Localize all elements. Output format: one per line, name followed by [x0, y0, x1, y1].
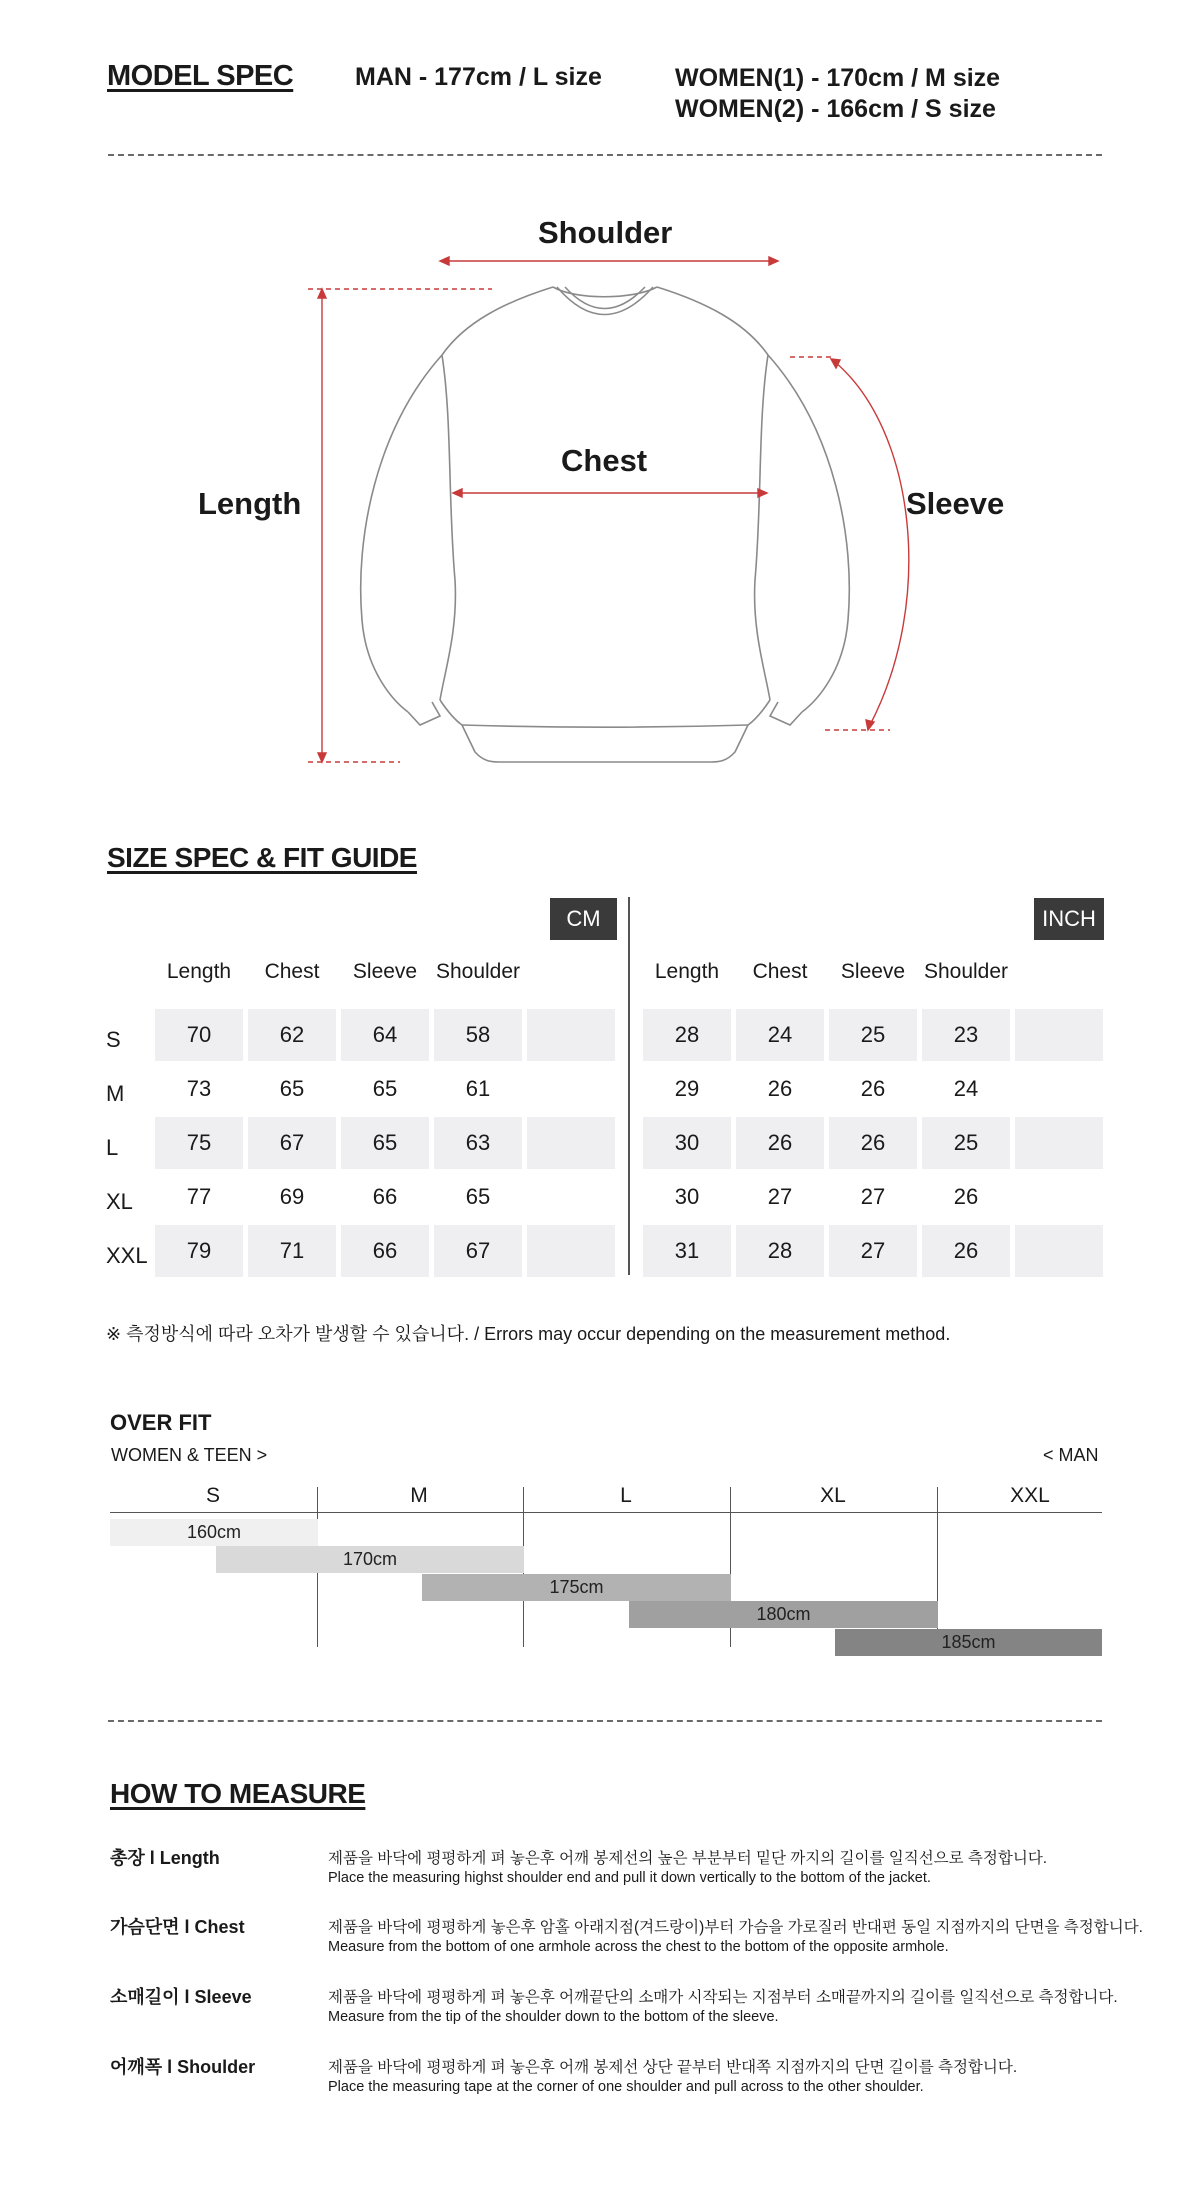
inch-cell: 26: [767, 1076, 793, 1101]
inch-cell: 26: [860, 1076, 886, 1101]
inch-cell: 26: [829, 1117, 917, 1169]
fit-bar-175: 175cm: [422, 1574, 731, 1601]
fit-bar-160: 160cm: [110, 1519, 318, 1546]
cm-cell: 65: [279, 1076, 305, 1101]
inch-cell-empty: [1015, 1009, 1103, 1061]
fit-size-xxl: XXL: [1010, 1484, 1050, 1507]
fit-guide-right-label: < MAN: [1043, 1445, 1099, 1465]
cm-cell: 65: [372, 1076, 398, 1101]
model-spec-title: MODEL SPEC: [107, 60, 294, 92]
cm-cell-empty: [527, 1009, 615, 1061]
cm-cell: 67: [434, 1225, 522, 1277]
cm-cell: 70: [155, 1009, 243, 1061]
diagram-label-chest: Chest: [561, 443, 648, 478]
inch-cell: 24: [736, 1009, 824, 1061]
fit-bar-180: 180cm: [629, 1601, 938, 1628]
cm-cell: 58: [434, 1009, 522, 1061]
size-row-label: M: [106, 1081, 125, 1106]
table-divider: [628, 897, 630, 1275]
cm-cell-empty: [527, 1117, 615, 1169]
cm-col-head-chest: Chest: [264, 960, 320, 983]
cm-cell: 64: [341, 1009, 429, 1061]
inch-cell: 31: [643, 1225, 731, 1277]
cm-cell: 62: [248, 1009, 336, 1061]
fit-size-m: M: [410, 1484, 428, 1507]
measure-desc-kr-shoulder: 제품을 바닥에 평평하게 펴 놓은후 어깨 봉제선 상단 끝부터 반대쪽 지점까지의 단면 길이를 측정합니다.: [328, 2059, 1018, 2076]
measurement-note: ※ 측정방식에 따라 오차가 발생할 수 있습니다. / Errors may occur depending on the measurement method.: [106, 1324, 951, 1344]
inch-cell: 27: [829, 1225, 917, 1277]
cm-cell: 73: [186, 1076, 212, 1101]
cm-badge: CM: [550, 898, 617, 940]
inch-cell-empty: [1015, 1117, 1103, 1169]
size-spec-title: SIZE SPEC & FIT GUIDE: [107, 842, 417, 873]
inch-cell: 26: [922, 1225, 1010, 1277]
inch-cell: 27: [767, 1184, 793, 1209]
size-row-label: S: [106, 1027, 121, 1052]
inch-cell: 30: [643, 1117, 731, 1169]
fit-size-s: S: [205, 1484, 220, 1507]
fit-guide-left-label: WOMEN & TEEN >: [111, 1445, 268, 1465]
fit-guide-title: OVER FIT: [110, 1410, 212, 1435]
inch-cell: 27: [860, 1184, 886, 1209]
section-divider-bottom: [108, 1720, 1102, 1722]
model-spec-man: MAN - 177cm / L size: [355, 63, 602, 91]
cm-col-head-shoulder: Shoulder: [435, 960, 521, 983]
inch-cell: 28: [643, 1009, 731, 1061]
measure-desc-en-sleeve: Measure from the tip of the shoulder down to the bottom of the sleeve.: [328, 2009, 779, 2025]
inch-cell: 26: [736, 1117, 824, 1169]
measure-desc-en-length: Place the measuring highst shoulder end and pull it down vertically to the bottom of the jacket.: [328, 1870, 931, 1886]
sweatshirt-outline: [361, 287, 850, 762]
cm-cell: 65: [465, 1184, 491, 1209]
cm-cell: 77: [186, 1184, 212, 1209]
cm-cell: 66: [341, 1225, 429, 1277]
inch-cell: 29: [674, 1076, 700, 1101]
cm-cell: 69: [279, 1184, 305, 1209]
model-spec-women2: WOMEN(2) - 166cm / S size: [675, 95, 996, 123]
measurement-lines: [308, 257, 909, 762]
inch-cell: 25: [829, 1009, 917, 1061]
how-to-measure-title: HOW TO MEASURE: [110, 1778, 366, 1809]
inch-cell: 23: [922, 1009, 1010, 1061]
sweatshirt-diagram: [0, 0, 1200, 800]
fit-bar-170: 170cm: [216, 1546, 524, 1573]
fit-size-l: L: [620, 1484, 632, 1507]
inch-col-head-chest: Chest: [752, 960, 808, 983]
fit-guide-baseline: [110, 1512, 1102, 1513]
measure-desc-kr-length: 제품을 바닥에 평평하게 펴 놓은후 어깨 봉제선의 높은 부분부터 밑단 까지의 길이를 일직선으로 측정합니다.: [328, 1850, 1048, 1867]
cm-cell: 67: [248, 1117, 336, 1169]
cm-cell: 75: [155, 1117, 243, 1169]
measure-desc-kr-sleeve: 제품을 바닥에 평평하게 펴 놓은후 어깨끝단의 소매가 시작되는 지점부터 소매끝까지의 길이를 일직선으로 측정합니다.: [328, 1989, 1118, 2006]
size-row-label: XL: [106, 1189, 133, 1214]
measure-label-chest: 가슴단면 l Chest: [110, 1917, 245, 1937]
size-row-label: L: [106, 1135, 119, 1160]
inch-col-head-sleeve: Sleeve: [840, 960, 906, 983]
model-spec-women1: WOMEN(1) - 170cm / M size: [675, 64, 1001, 92]
inch-col-head-length: Length: [654, 960, 720, 983]
cm-cell: 65: [341, 1117, 429, 1169]
measure-label-length: 총장 l Length: [110, 1848, 220, 1868]
inch-cell-empty: [1015, 1225, 1103, 1277]
inch-cell: 25: [922, 1117, 1010, 1169]
fit-bar-185: 185cm: [835, 1629, 1102, 1656]
inch-badge: INCH: [1034, 898, 1104, 940]
cm-cell: 61: [465, 1076, 491, 1101]
inch-col-head-shoulder: Shoulder: [923, 960, 1009, 983]
size-row-label: XXL: [106, 1243, 148, 1268]
diagram-label-shoulder: Shoulder: [538, 215, 673, 250]
measure-desc-en-chest: Measure from the bottom of one armhole across the chest to the bottom of the opposite armhole.: [328, 1939, 949, 1955]
cm-cell: 66: [372, 1184, 398, 1209]
cm-cell: 71: [248, 1225, 336, 1277]
inch-cell: 26: [953, 1184, 979, 1209]
inch-cell: 28: [736, 1225, 824, 1277]
measure-label-shoulder: 어깨폭 l Shoulder: [110, 2057, 256, 2077]
inch-cell: 24: [953, 1076, 979, 1101]
cm-cell-empty: [527, 1225, 615, 1277]
inch-cell: 30: [674, 1184, 700, 1209]
measure-desc-kr-chest: 제품을 바닥에 평평하게 놓은후 암홀 아래지점(겨드랑이)부터 가슴을 가로질러 반대편 동일 지점까지의 단면을 측정합니다.: [328, 1919, 1143, 1936]
diagram-label-sleeve: Sleeve: [906, 486, 1005, 521]
measure-label-sleeve: 소매길이 l Sleeve: [110, 1987, 252, 2007]
cm-cell: 79: [155, 1225, 243, 1277]
measure-desc-en-shoulder: Place the measuring tape at the corner of one shoulder and pull across to the other shoulder.: [328, 2079, 924, 2095]
diagram-label-length: Length: [198, 486, 302, 521]
cm-col-head-length: Length: [166, 960, 232, 983]
cm-col-head-sleeve: Sleeve: [352, 960, 418, 983]
cm-cell: 63: [434, 1117, 522, 1169]
fit-size-xl: XL: [820, 1484, 846, 1507]
